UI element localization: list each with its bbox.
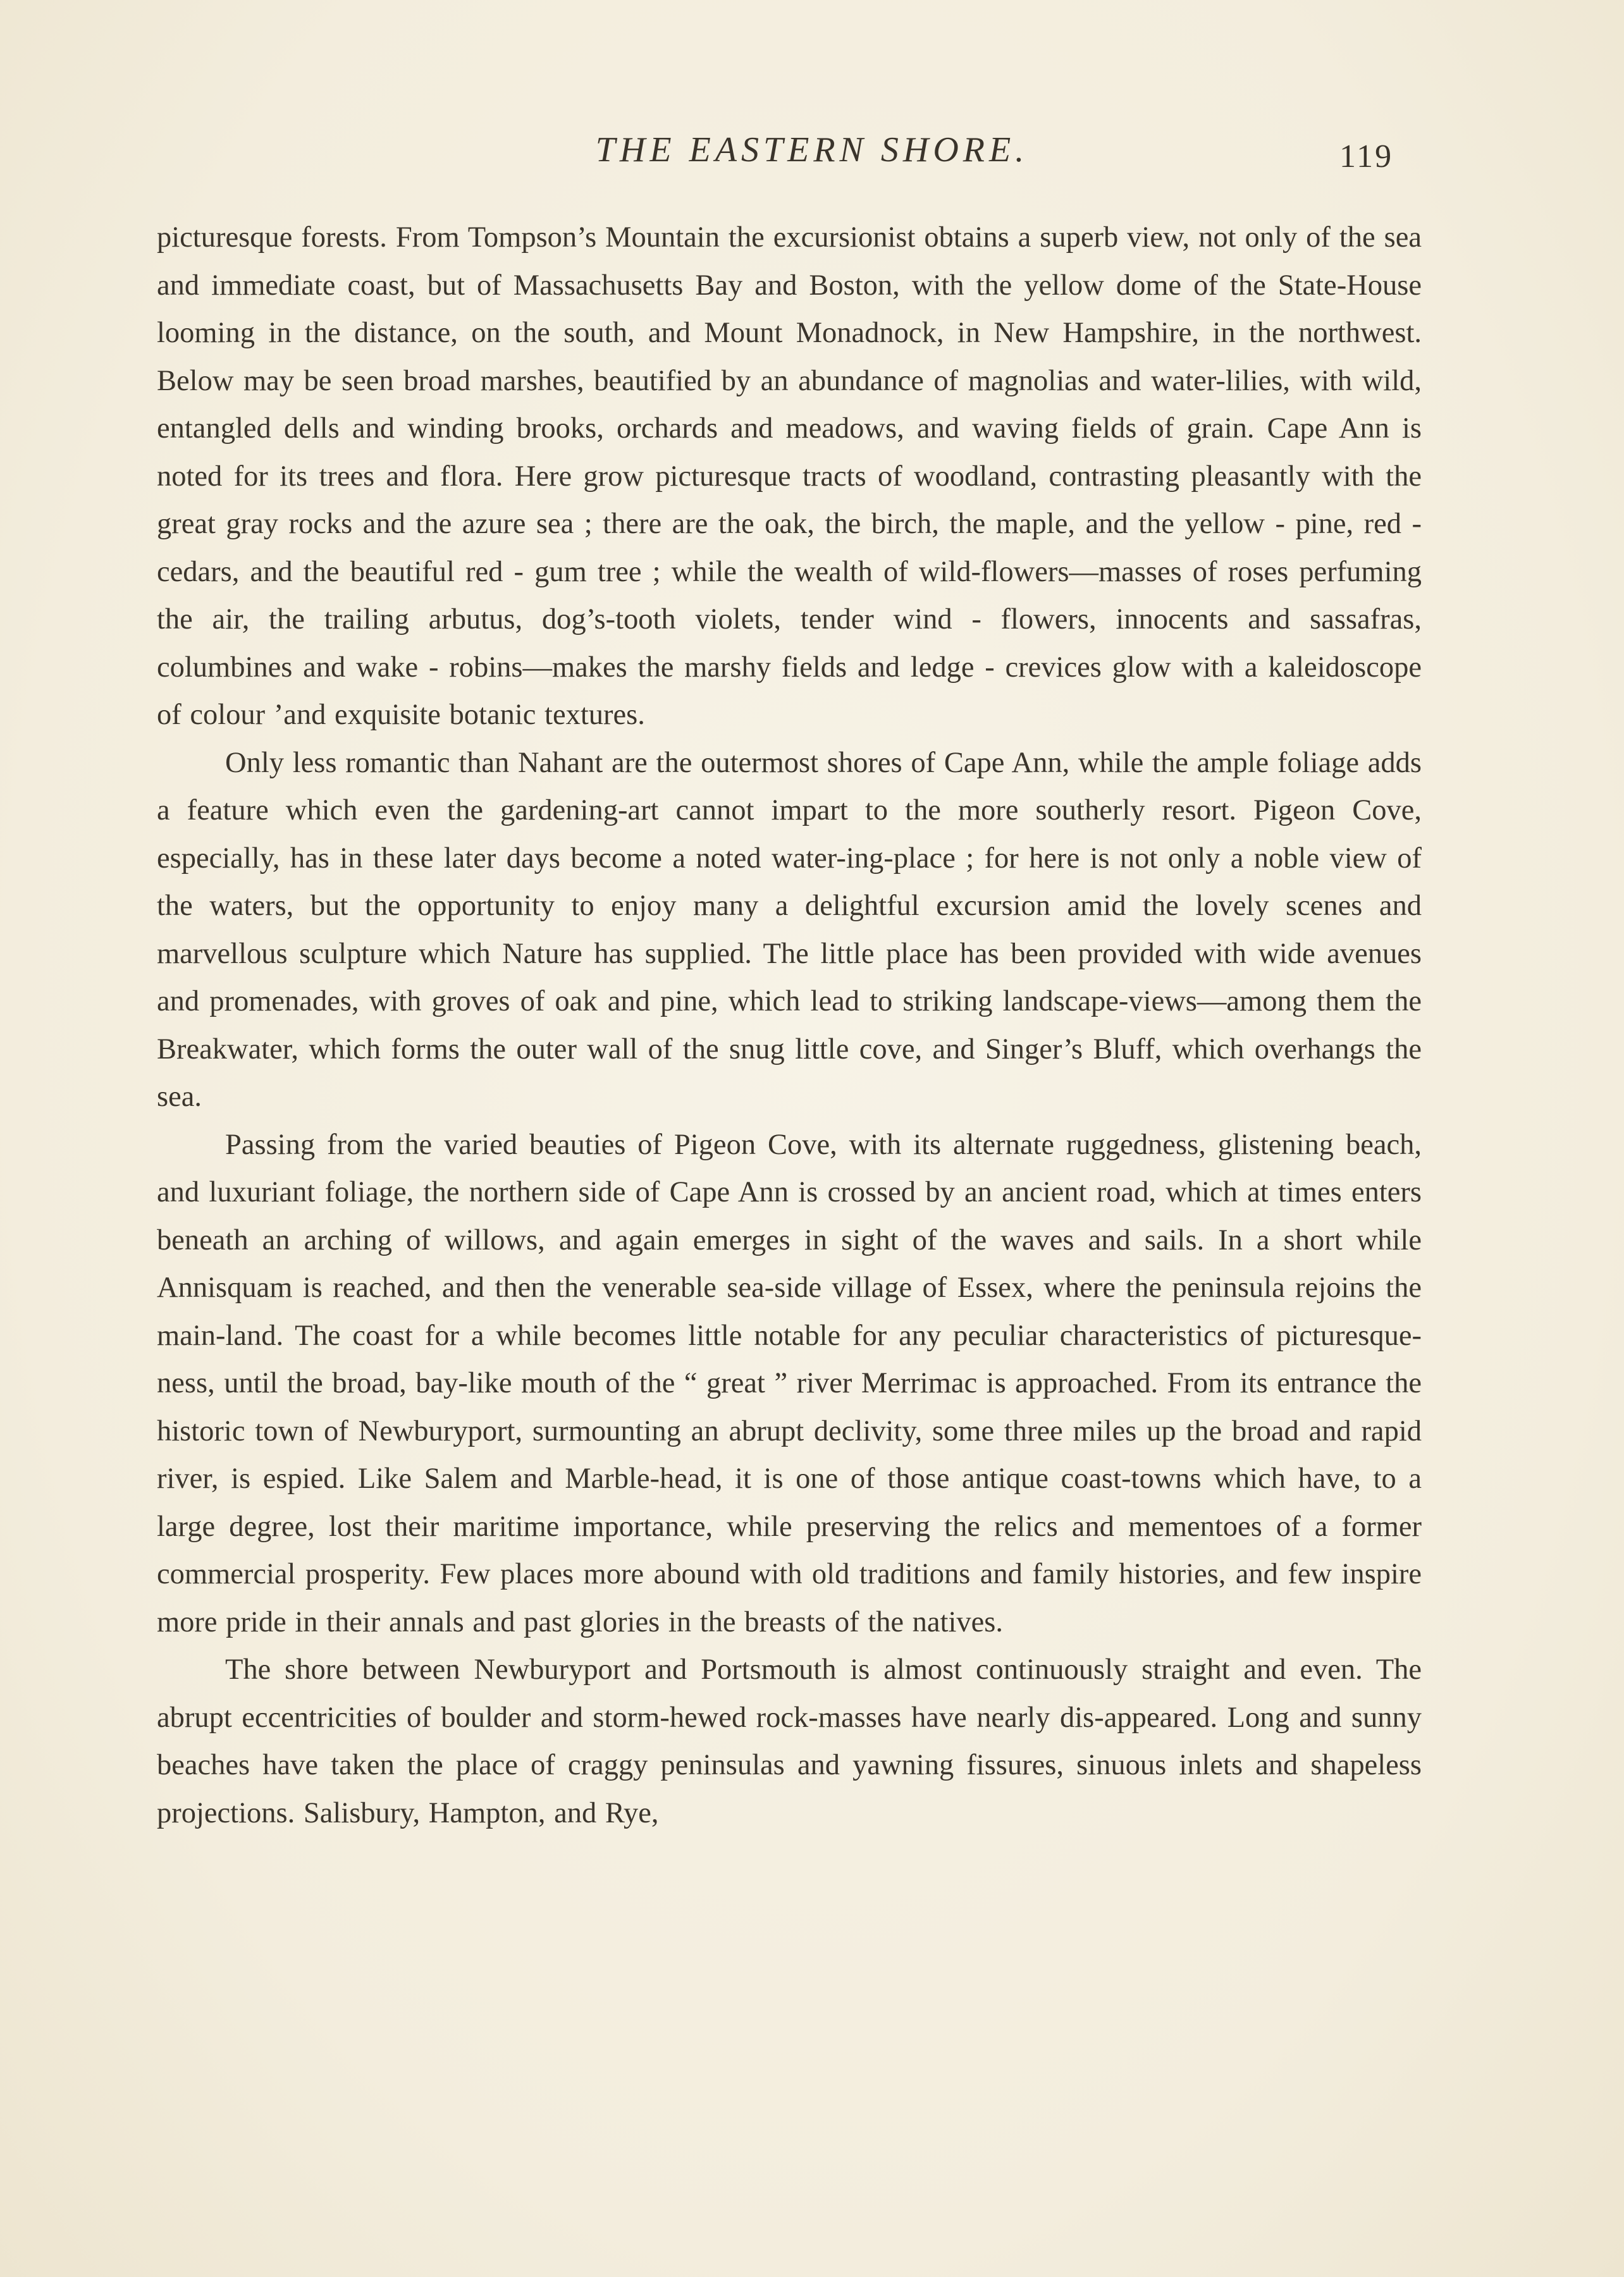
body-text bbox=[157, 214, 1422, 1837]
page-number: 119 bbox=[1339, 138, 1394, 175]
paragraph-pigeon-cove: Passing from the varied beauties of Pigeon Cove, with its alternate ruggedness, glistening beach, and luxuriant foliage, the northern side of Cape Ann is crossed by an ancient road, which at times enters beneath an arching of willows, and again emerges in sight of the waves and sails. In a short while Annisquam is reached, and then the venerable sea-side village of Essex, where the peninsula rejoins the main-land. The coast for a while becomes little notable for any peculiar characteristics of picturesque-ness, until the broad, bay-like mouth of the “ great ” river Merrimac is approached. From its entrance the historic town of Newburyport, surmounting an abrupt declivity, some three miles up the broad and rapid river, is espied. Like Salem and Marble-head, it is one of those antique coast-towns which have, to a large degree, lost their maritime importance, while preserving the relics and mementoes of a former commercial prosperity. Few places more abound with old traditions and family histories, and few inspire more pride in their annals and past glories in the breasts of the natives. bbox=[157, 1128, 1422, 1638]
paragraph-newburyport: The shore between Newburyport and Portsmouth is almost continuously straight and even. The abrupt eccentricities of boulder and storm-hewed rock-masses have nearly dis-appeared. Long and sunny beaches have taken the place of craggy peninsulas and yawning fissures, sinuous inlets and shapeless projections. Salisbury, Hampton, and Rye, bbox=[157, 1654, 1422, 1829]
running-title: THE EASTERN SHORE. bbox=[595, 130, 1029, 169]
paragraph-cape-ann: Only less romantic than Nahant are the outermost shores of Cape Ann, while the ample foliage adds a feature which even the gardening-art cannot impart to the more southerly resort. Pigeon Cove, especially, has in these later days become a noted water-ing-place ; for here is not only a noble view of the waters, but the opportunity to enjoy many a delightful excursion amid the lovely scenes and marvellous sculpture which Nature has supplied. The little place has been provided with wide avenues and promenades, with groves of oak and pine, which lead to striking landscape-views—among them the Breakwater, which forms the outer wall of the snug little cove, and Singer’s Bluff, which overhangs the sea. bbox=[157, 746, 1422, 1113]
paragraph-continued: picturesque forests. From Tompson’s Mountain the excursionist obtains a superb view, not only of the sea and immediate coast, but of Massachusetts Bay and Boston, with the yellow dome of the State-House looming in the distance, on the south, and Mount Monadnock, in New Hampshire, in the northwest. Below may be seen broad marshes, beautified by an abundance of magnolias and water-lilies, with wild, entangled dells and winding brooks, orchards and meadows, and waving fields of grain. Cape Ann is noted for its trees and flora. Here grow picturesque tracts of woodland, contrasting pleasantly with the great gray rocks and the azure sea ; there are the oak, the birch, the maple, and the yellow - pine, red - cedars, and the beautiful red - gum tree ; while the wealth of wild-flowers—masses of roses perfuming the air, the trailing arbutus, dog’s-tooth violets, tender wind - flowers, innocents and sassafras, columbines and wake - robins—makes the marshy fields and ledge - crevices glow with a kaleidoscope of colour ’and exquisite botanic textures. bbox=[157, 221, 1422, 731]
